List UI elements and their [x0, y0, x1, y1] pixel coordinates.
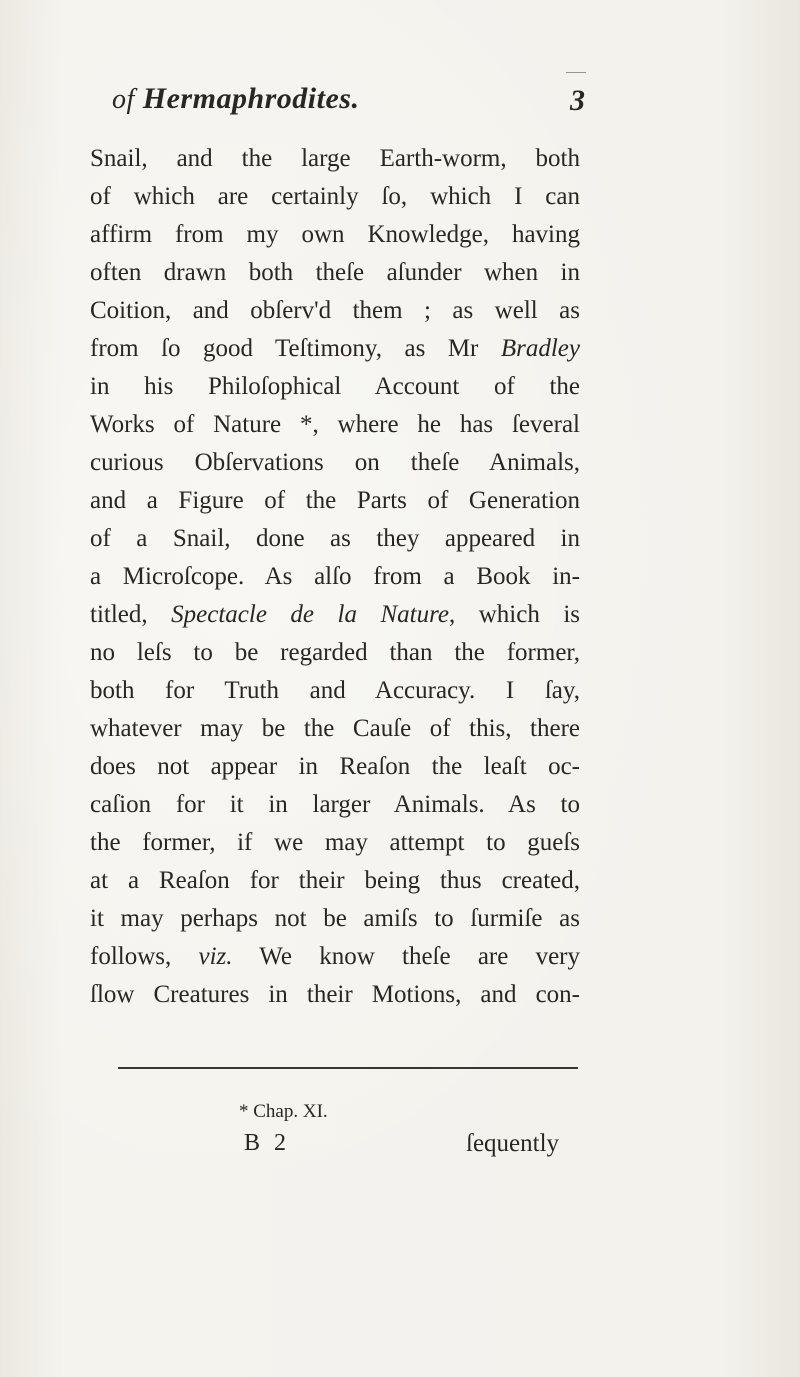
text-line: whatever may be the Cauſe of this, there — [90, 715, 580, 742]
text-line: it may perhaps not be amiſs to ſurmiſe as — [90, 905, 580, 932]
italic-text: viz. — [198, 943, 233, 970]
running-head-title: Hermaphrodites. — [142, 82, 360, 115]
text-line: Works of Nature *, where he has ſeveral — [90, 411, 580, 438]
text-line: in his Philoſophical Account of the — [90, 373, 580, 400]
text-line: at a Reaſon for their being thus created, — [90, 867, 580, 894]
text-line: of which are certainly ſo, which I can — [90, 183, 580, 210]
italic-text: Bradley — [500, 335, 580, 362]
printed-edge-mark — [566, 72, 586, 74]
text-line: curious Obſervations on theſe Animals, — [90, 449, 580, 476]
page-number: 3 — [570, 84, 585, 117]
text-line: caſion for it in larger Animals. As to — [90, 791, 580, 818]
footnote: * Chap. XI. — [239, 1101, 328, 1122]
text-line: often drawn both theſe aſunder when in — [90, 259, 580, 286]
italic-text: Spectacle de la Nature — [171, 601, 449, 628]
catchword: ſequently — [466, 1130, 560, 1157]
footnote-rule — [118, 1067, 578, 1069]
signature-mark: B 2 — [244, 1130, 291, 1156]
text-line: Snail, and the large Earth-worm, both — [90, 145, 580, 172]
text-line: a Microſcope. As alſo from a Book in- — [90, 563, 580, 590]
text-line: both for Truth and Accuracy. I ſay, — [90, 677, 580, 704]
text-line: the former, if we may attempt to gueſs — [90, 829, 580, 856]
text-line: of a Snail, done as they appeared in — [90, 525, 580, 552]
text-line: affirm from my own Knowledge, having — [90, 221, 580, 248]
text-line: ſlow Creatures in their Motions, and con- — [90, 981, 580, 1008]
text-line: and a Figure of the Parts of Generation — [90, 487, 580, 514]
text-line: follows, viz. We know theſe are very — [90, 943, 580, 970]
text-line: Coition, and obſerv'd them ; as well as — [90, 297, 580, 324]
text-line: no leſs to be regarded than the former, — [90, 639, 580, 666]
running-head — [112, 82, 602, 116]
running-head-prefix: of — [112, 84, 135, 115]
text-line: titled, Spectacle de la Nature, which is — [90, 601, 581, 628]
text-line: from ſo good Teſtimony, as Mr Bradley — [90, 335, 580, 362]
text-line: does not appear in Reaſon the leaſt oc- — [90, 753, 580, 780]
body-text — [90, 140, 580, 1014]
